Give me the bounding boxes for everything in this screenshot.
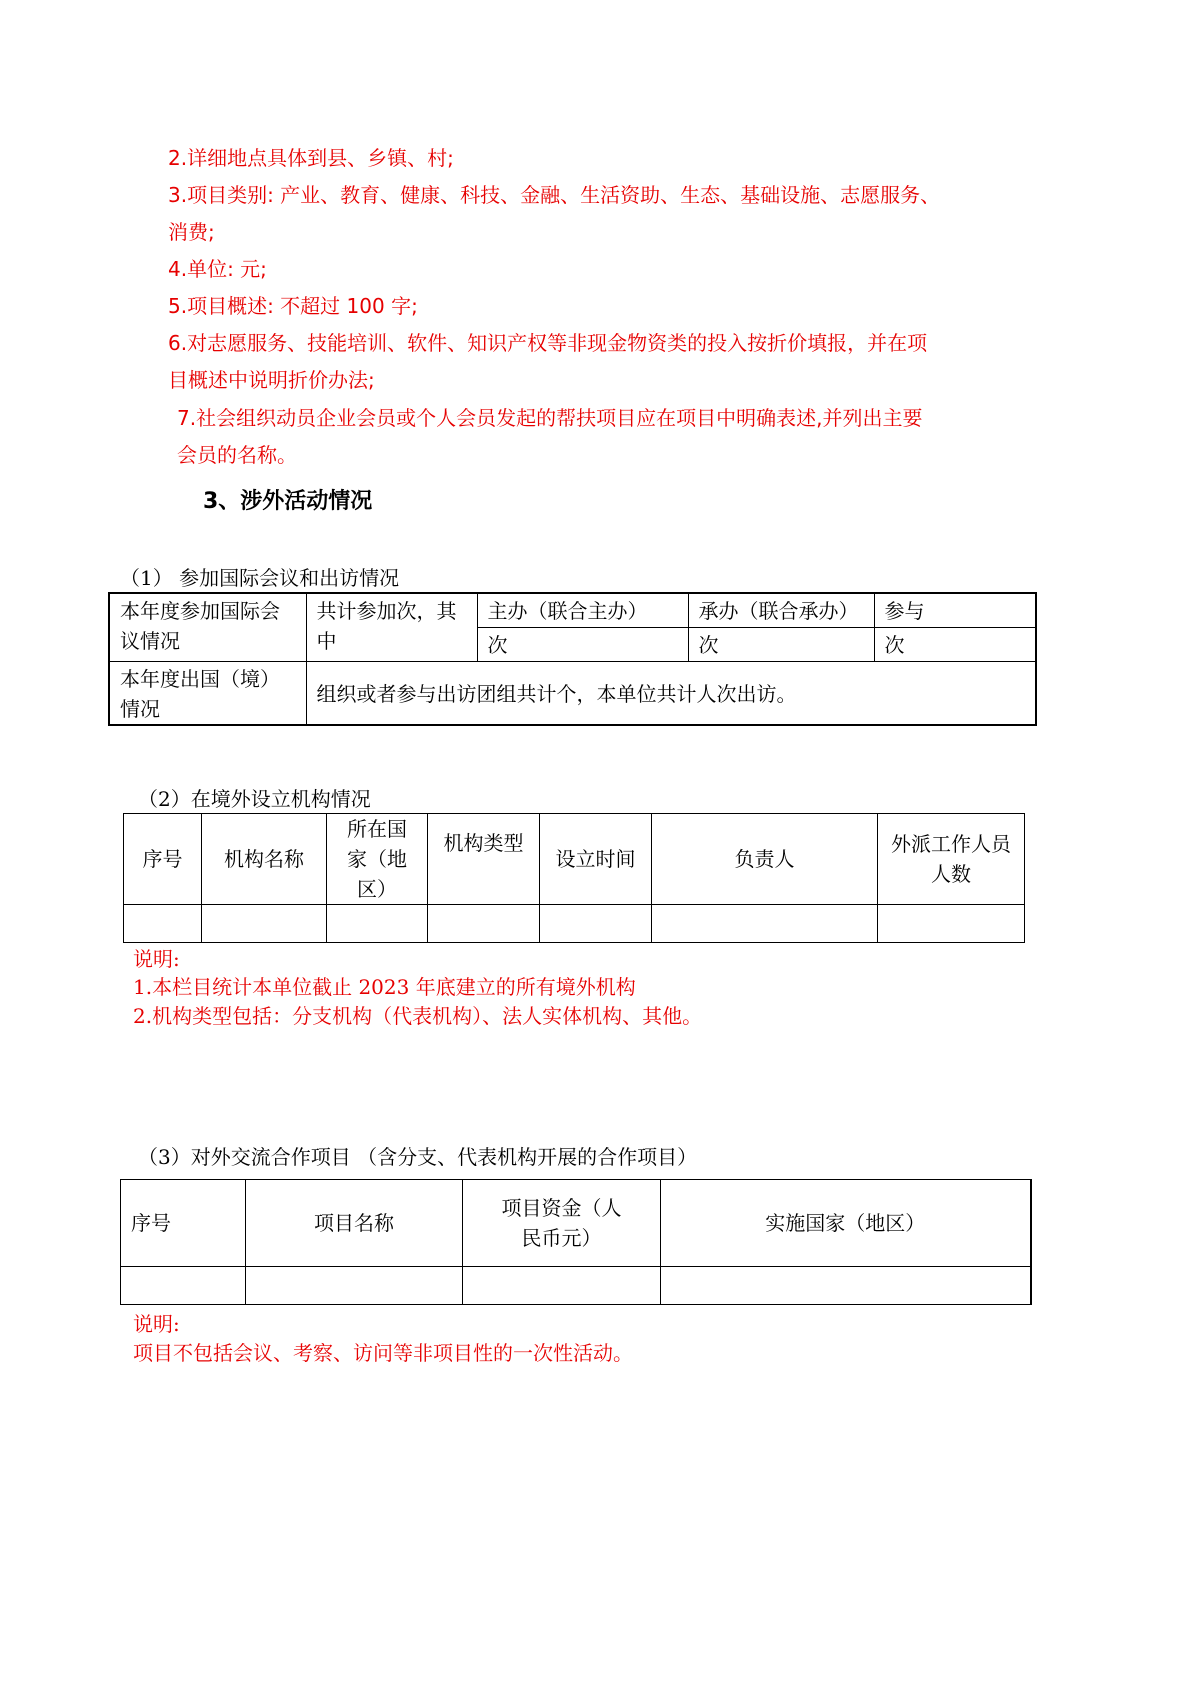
note-line-3b: 消费; [168, 220, 215, 244]
section-title: 3、涉外活动情况 [203, 489, 373, 514]
table-cell[interactable] [327, 905, 428, 943]
join-count-cell: 次 [874, 627, 1036, 661]
join-label: 参与 [874, 593, 1036, 627]
header-person-in-charge: 负责人 [652, 814, 878, 905]
note-line-3a: 3.项目类别: 产业、教育、健康、科技、金融、生活资助、生态、基础设施、志愿服务、 [168, 183, 941, 207]
table-cell[interactable] [540, 905, 652, 943]
table2-caption: （2）在境外设立机构情况 [138, 787, 371, 811]
note-line-6a: 6.对志愿服务、技能培训、软件、知识产权等非现金物资类的投入按折价填报，并在项 [168, 331, 928, 355]
table-cell[interactable] [652, 905, 878, 943]
header-project-name: 项目名称 [246, 1180, 463, 1267]
table-cell[interactable] [246, 1267, 463, 1305]
outbound-row-label: 本年度出国（境）情况 [109, 661, 306, 725]
header-institution-name: 机构名称 [202, 814, 327, 905]
host-label: 主办（联合主办） [477, 593, 688, 627]
header-institution-type: 机构类型 [428, 814, 540, 905]
header-serial: 序号 [121, 1180, 246, 1267]
header-staff-count: 外派工作人员人数 [878, 814, 1025, 905]
cohost-label: 承办（联合承办） [688, 593, 874, 627]
note-line-5: 5.项目概述: 不超过 100 字; [168, 294, 418, 318]
header-country: 所在国家（地区） [327, 814, 428, 905]
table-cell[interactable] [202, 905, 327, 943]
note-line-2: 2.详细地点具体到县、乡镇、村; [168, 146, 454, 170]
table-cell[interactable] [121, 1267, 246, 1305]
table-cell[interactable] [661, 1267, 1031, 1305]
header-established-time: 设立时间 [540, 814, 652, 905]
conference-table [108, 592, 1037, 726]
header-implementing-country: 实施国家（地区） [661, 1180, 1031, 1267]
note-line-7b: 会员的名称。 [177, 443, 297, 467]
table3-note-title: 说明: [133, 1312, 180, 1336]
note-line-7a: 7.社会组织动员企业会员或个人会员发起的帮扶项目应在项目中明确表述,并列出主要 [177, 406, 923, 430]
header-serial: 序号 [124, 814, 202, 905]
note-line-4: 4.单位: 元; [168, 257, 267, 281]
cooperation-project-table [120, 1179, 1032, 1305]
table-cell[interactable] [463, 1267, 661, 1305]
header-project-funds: 项目资金（人民币元） [463, 1180, 661, 1267]
overseas-institution-table [123, 813, 1025, 943]
table3-caption: （3）对外交流合作项目 （含分支、代表机构开展的合作项目） [138, 1145, 698, 1169]
note-line-6b: 目概述中说明折价办法; [168, 368, 375, 392]
conference-row-label: 本年度参加国际会议情况 [109, 593, 306, 661]
outbound-text: 组织或者参与出访团组共计个，本单位共计人次出访。 [306, 661, 1036, 725]
table2-note-2: 2.机构类型包括：分支机构（代表机构）、法人实体机构、其他。 [133, 1004, 703, 1028]
cohost-count-cell: 次 [688, 627, 874, 661]
table1-caption: （1） 参加国际会议和出访情况 [120, 566, 400, 590]
table2-note-title: 说明: [133, 947, 180, 971]
table-cell[interactable] [124, 905, 202, 943]
table-cell[interactable] [428, 905, 540, 943]
table2-note-1: 1.本栏目统计本单位截止 2023 年底建立的所有境外机构 [133, 975, 636, 999]
table3-note-1: 项目不包括会议、考察、访问等非项目性的一次性活动。 [133, 1341, 633, 1365]
table-cell[interactable] [878, 905, 1025, 943]
conference-total-text: 共计参加次，其中 [306, 593, 477, 661]
host-count-cell: 次 [477, 627, 688, 661]
